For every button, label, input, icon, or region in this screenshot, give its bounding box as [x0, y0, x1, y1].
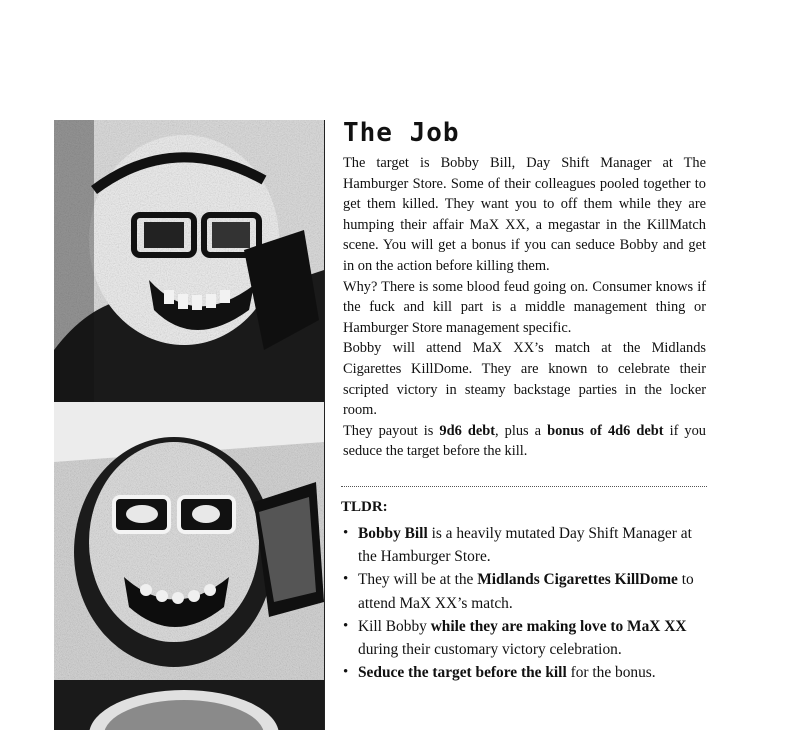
payout-text: if you seduce the target before the kill.: [343, 422, 706, 460]
bullet-icon: •: [343, 664, 349, 681]
list-item: [341, 522, 707, 568]
list-item-text: They will be at the: [358, 571, 478, 589]
emphasis-text: Seduce the target before the kill: [358, 664, 567, 682]
photo-skull-partial: [54, 680, 324, 730]
job-paragraph-payout: [343, 421, 706, 462]
list-item-text: Kill Bobby: [358, 617, 431, 635]
bullet-icon: •: [343, 617, 349, 634]
payout-text: They payout is: [343, 422, 440, 439]
payout-amount: 9d6 debt: [439, 422, 496, 439]
list-item: [341, 661, 707, 684]
list-item-text: during their customary victory celebration.: [358, 641, 622, 659]
section-title: The Job: [343, 118, 460, 148]
bonus-amount: bonus of 4d6 debt: [547, 422, 664, 439]
job-paragraph-location: Bobby will attend MaX XX’s match at the Midlands Cigarettes KillDome. They are known to celebrate their scripted victory in steamy backstage parties in the locker room.: [343, 340, 706, 419]
bullet-icon: •: [343, 525, 349, 541]
list-item: [341, 568, 707, 614]
tldr-heading: TLDR:: [341, 499, 388, 515]
photo-skull-glasses-1: [54, 120, 324, 402]
payout-text: , plus a: [495, 422, 548, 439]
photo-skull-glasses-2: [54, 402, 324, 680]
list-item: [341, 615, 707, 661]
emphasis-text: while they are making love to MaX XX: [430, 617, 687, 635]
job-paragraph-why: Why? There is some blood feud going on. Consumer knows if the fuck and kill part is a middle management thing or Hamburger Store management specific.: [343, 278, 706, 336]
tldr-section: [341, 499, 707, 684]
list-item-text: is a heavily mutated Day Shift Manager at the Hamburger Store.: [358, 525, 692, 566]
emphasis-text: Midlands Cigarettes KillDome: [477, 571, 678, 589]
emphasis-text: Bobby Bill: [358, 525, 428, 542]
illustration-column: [54, 120, 325, 730]
job-paragraph-target: The target is Bobby Bill, Day Shift Manager at The Hamburger Store. Some of their colleagues pooled together to get them killed. They want you to off them while they are humping their affair MaX XX, a megastar in the KillMatch scene. You will get a bonus if you can seduce Bobby and get in on the action before killing them.: [343, 155, 706, 274]
bullet-icon: •: [343, 571, 349, 588]
list-item-text: to attend MaX XX’s match.: [358, 571, 694, 612]
list-item-text: for the bonus.: [566, 664, 656, 682]
tldr-list: [341, 522, 707, 684]
job-section: [343, 118, 706, 462]
dotted-divider: [341, 486, 707, 487]
